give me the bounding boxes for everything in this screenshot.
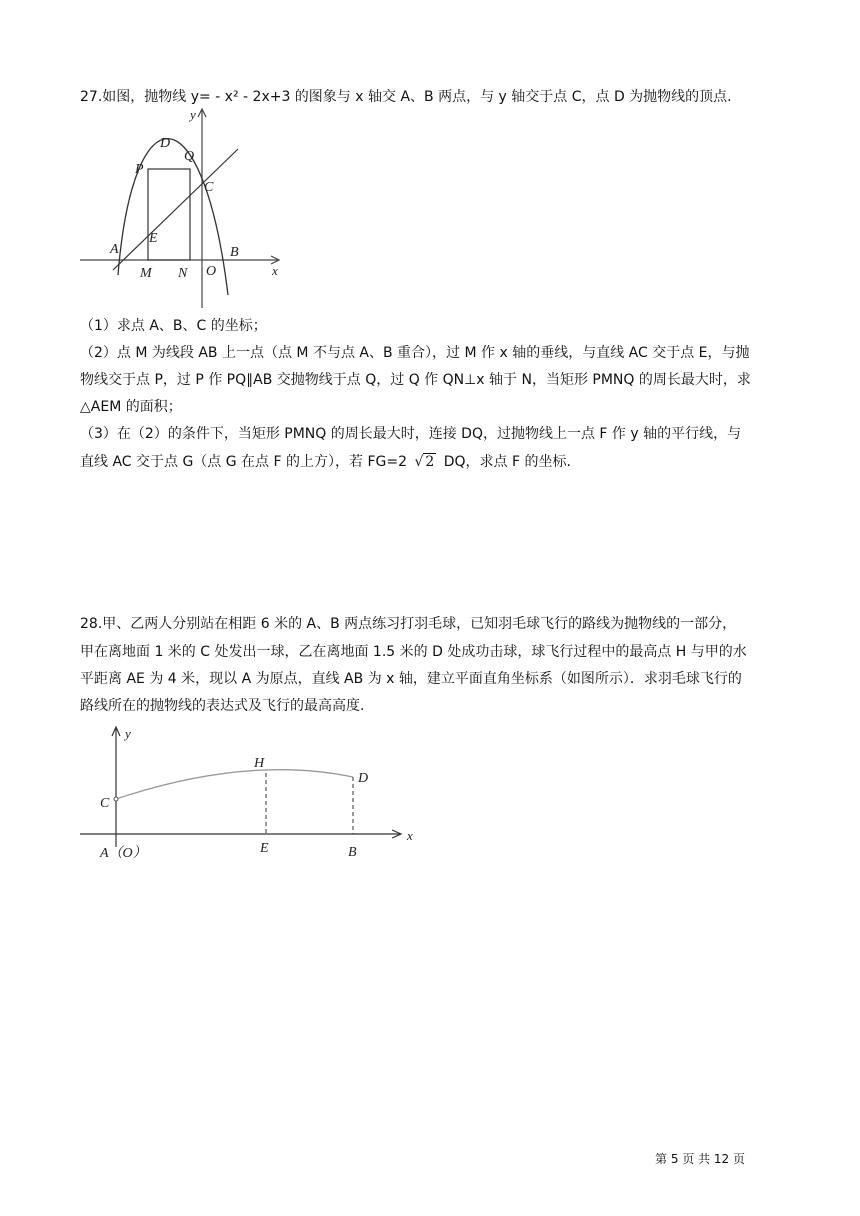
q27-label-m: M	[140, 266, 152, 281]
q28-label-h: H	[254, 756, 265, 771]
q28-line3: 平距离 AE 为 4 米，现以 A 为原点，直线 AB 为 x 轴，建立平面直角坐标系（如图所示）．求羽毛球飞行的	[80, 671, 742, 687]
q27-label-c: C	[204, 180, 214, 195]
q27-figure	[78, 105, 293, 315]
q27-part2-line2: 物线交于点 P，过 P 作 PQ∥AB 交抛物线于点 Q，过 Q 作 QN⊥x 轴于 N，当矩形 PMNQ 的周长最大时，求	[80, 372, 751, 388]
q28-flight-path	[116, 770, 353, 799]
q27-part3-line2	[80, 452, 780, 472]
q27-label-e: E	[149, 231, 158, 246]
q28-line1: 28.甲、乙两人分别站在相距 6 米的 A、B 两点练习打羽毛球，已知羽毛球飞行的路线为抛物线的一部分，	[80, 616, 737, 632]
q27-label-o: O	[206, 264, 217, 279]
q27-part2-line1: （2）点 M 为线段 AB 上一点（点 M 不与点 A、B 重合），过 M 作 x 轴的垂线，与直线 AC 交于点 E，与抛	[80, 345, 750, 361]
q27-part3-text-pre: 直线 AC 交于点 G（点 G 在点 F 的上方），若 FG=2	[80, 454, 407, 470]
sqrt-radicand: 2	[425, 454, 435, 470]
q27-intro: 27.如图，抛物线 y= - x² - 2x+3 的图象与 x 轴交 A、B 两点，与 y 轴交于点 C，点 D 为抛物线的顶点.	[80, 89, 732, 105]
q28-label-y: y	[125, 726, 131, 741]
q27-label-d: D	[160, 136, 171, 151]
q27-label-n: N	[178, 266, 188, 281]
q28-line2: 甲在离地面 1 米的 C 处发出一球，乙在离地面 1.5 米的 D 处成功击球，球飞行过程中的最高点 H 与甲的水	[80, 644, 747, 660]
q27-part2-line3: △AEM 的面积；	[80, 399, 182, 415]
q28-label-x: x	[407, 828, 413, 843]
page-footer: 第 5 页 共 12 页	[655, 1152, 745, 1166]
q28-label-e: E	[260, 841, 269, 856]
sqrt-symbol: √ 2	[414, 454, 435, 470]
q27-part3-line1: （3）在（2）的条件下，当矩形 PMNQ 的周长最大时，连接 DQ，过抛物线上一点 F 作 y 轴的平行线，与	[80, 426, 742, 442]
q27-label-p: P	[135, 162, 144, 177]
q27-label-y: y	[190, 107, 196, 122]
q28-label-b: B	[348, 845, 357, 860]
q28-label-c: C	[100, 796, 110, 811]
q27-part3-text-post: DQ，求点 F 的坐标.	[443, 454, 571, 470]
q28-label-ao: A（O）	[100, 846, 147, 861]
q28-line4: 路线所在的抛物线的表达式及飞行的最高高度.	[80, 698, 365, 714]
q27-rectangle-pmnq	[148, 169, 190, 260]
q27-part1: （1）求点 A、B、C 的坐标；	[80, 318, 267, 334]
q28-point-c	[114, 797, 118, 801]
q28-label-d: D	[358, 771, 369, 786]
q27-label-a: A	[110, 242, 119, 257]
q27-label-q: Q	[184, 149, 195, 164]
q27-label-x: x	[272, 263, 278, 278]
q28-figure	[78, 722, 428, 867]
q27-label-b: B	[230, 245, 239, 260]
q27-line-ac	[113, 149, 238, 270]
